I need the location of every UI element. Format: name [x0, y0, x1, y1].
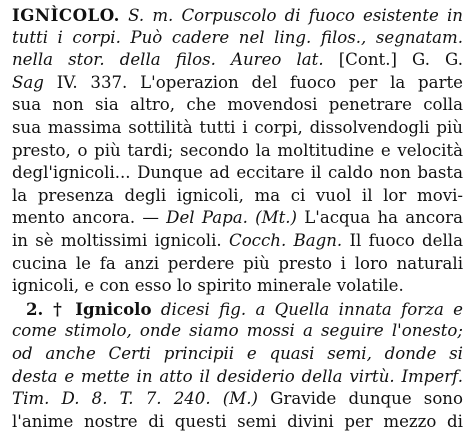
text-line [12, 275, 463, 298]
citation-source: Del Papa. (Mt.) [166, 208, 298, 228]
text-line [12, 117, 463, 140]
quotation-text: sua massima sottilità tutti i corpi, dissolvendogli più [12, 117, 463, 137]
text-line [12, 411, 463, 433]
text-line [12, 72, 463, 95]
text-line [12, 298, 463, 321]
sense-number: 2. † [26, 298, 66, 319]
quotation-text: IV. 337. L'operazion del fuoco per la parte [56, 72, 463, 92]
text-line [12, 207, 463, 230]
definition-text: desta e mette in atto il desiderio della virtù. [12, 366, 395, 386]
definition-text: Corpuscolo di fuoco esistente in [181, 6, 463, 25]
quotation-text: mento ancora. — [12, 208, 159, 228]
quotation-text: degl'ignicoli... Dunque ad eccitare il caldo non basta [12, 163, 463, 183]
entry-headword: IGNÌCOLO. [12, 5, 120, 25]
citation-source: Imperf. [401, 366, 463, 386]
quotation-text: sua non sia altro, che movendosi penetrare colla [12, 95, 463, 115]
text-line [12, 140, 463, 163]
citation-source: Cocch. Bagn. [229, 230, 343, 250]
definition-text: dicesi fig. a Quella innata forza e [160, 299, 463, 319]
text-line [12, 388, 463, 411]
quotation-text: Gravide dunque sono [270, 389, 463, 409]
definition-text: od anche Certi principii e quasi semi, donde si [12, 343, 463, 363]
text-line [12, 185, 463, 208]
text-line [12, 343, 463, 366]
quotation-text: L'acqua ha ancora [304, 208, 463, 228]
definition-text: tutti i corpi. Può cadere nel ling. filos., segnatam. [12, 27, 463, 47]
text-line [12, 253, 463, 276]
citation-source: Sag [12, 72, 44, 92]
text-line [12, 230, 463, 253]
definition-text: come stimolo, onde siamo mossi a seguire l'onesto; [12, 321, 463, 341]
text-line [12, 27, 463, 50]
grammar-label: S. m. [128, 6, 174, 25]
text-line [12, 320, 463, 343]
quotation-text: ignicoli, e con esso lo spirito minerale volatile. [12, 276, 404, 296]
definition-text: nella stor. della filos. Aureo lat. [12, 50, 324, 70]
quotation-text: in sè moltissimi ignicoli. [12, 230, 222, 250]
text-line [12, 162, 463, 185]
citation-source: [Cont.] G. G. [338, 50, 463, 70]
text-line [12, 94, 463, 117]
entry-headword: Ignicolo [75, 298, 152, 319]
quotation-text: Il fuoco della [349, 230, 463, 250]
text-line [12, 366, 463, 389]
quotation-text: cucina le fa anzi perdere più presto i loro naturali [12, 253, 463, 273]
quotation-text: l'anime nostre di questi semi divini per mezzo di [12, 411, 463, 431]
text-line [12, 49, 463, 72]
quotation-text: presto, o più tardi; secondo la moltitudine e velocità [12, 140, 463, 160]
citation-source: Tim. D. 8. T. 7. 240. (M.) [12, 389, 259, 409]
quotation-text: la presenza degli ignicoli, ma ci vuol il lor movi- [12, 185, 463, 205]
text-line [12, 4, 463, 27]
